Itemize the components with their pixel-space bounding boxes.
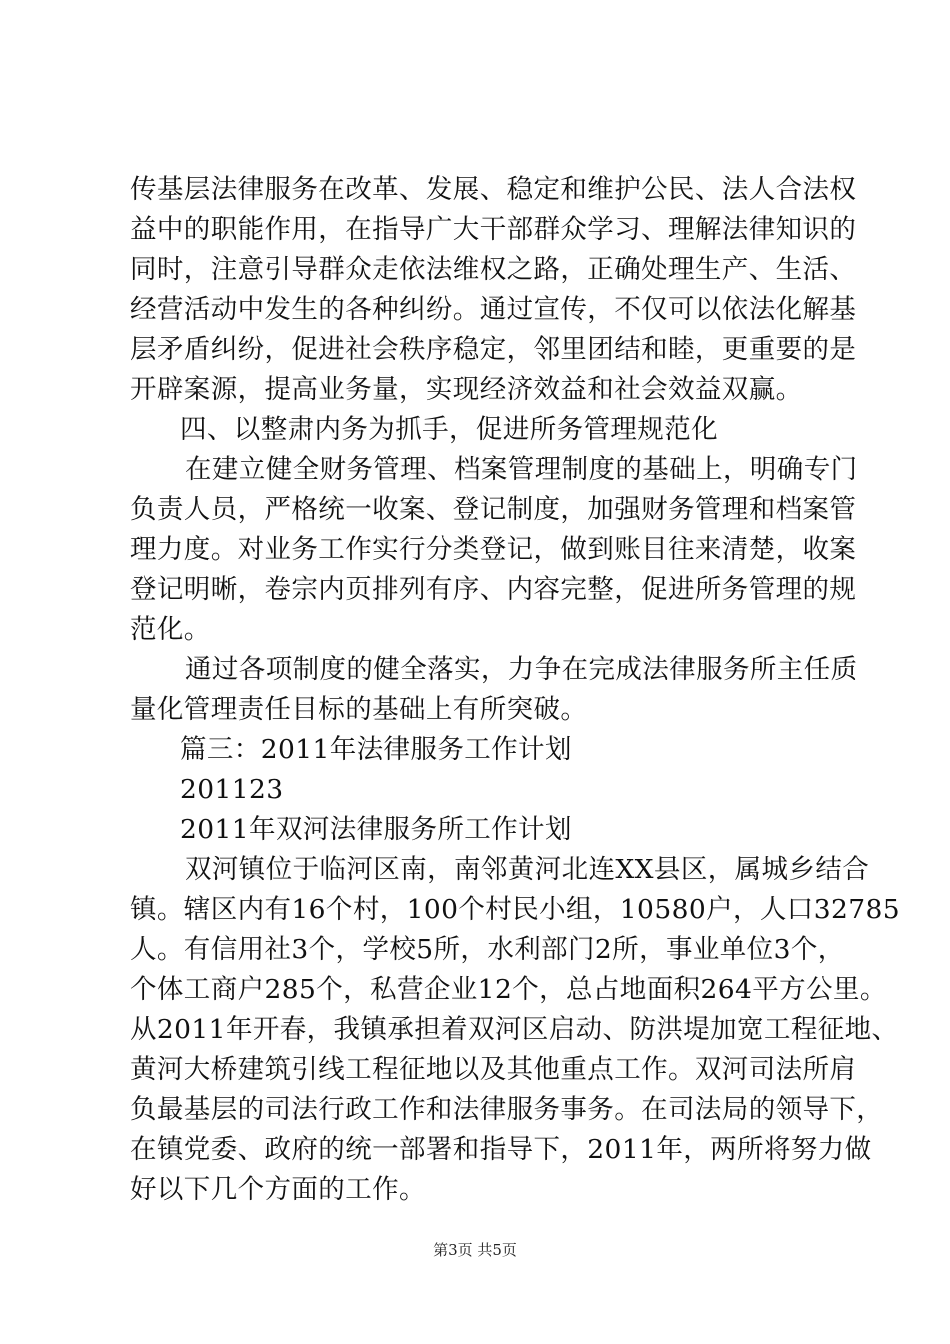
- text-line: 好以下几个方面的工作。: [130, 1174, 426, 1205]
- text-line: 登记明晰，卷宗内页排列有序、内容完整，促进所务管理的规: [130, 574, 857, 605]
- text-line: 益中的职能作用，在指导广大干部群众学习、理解法律知识的: [130, 214, 857, 245]
- text-line: 量化管理责任目标的基础上有所突破。: [130, 694, 588, 725]
- text-line: 在建立健全财务管理、档案管理制度的基础上，明确专门: [185, 454, 858, 485]
- text-line: 范化。: [130, 614, 211, 645]
- text-line: 开辟案源，提高业务量，实现经济效益和社会效益双赢。: [130, 374, 803, 405]
- date-line: 201123: [180, 774, 284, 805]
- page-number: 第3页 共5页: [433, 1241, 517, 1259]
- text-line: 在镇党委、政府的统一部署和指导下，2011年，两所将努力做: [130, 1134, 872, 1165]
- text-line: 人。有信用社3个，学校5所，水利部门2所，事业单位3个，: [130, 934, 845, 965]
- text-line: 双河镇位于临河区南，南邻黄河北连XX县区，属城乡结合: [185, 854, 870, 885]
- text-line: 个体工商户285个，私营企业12个，总占地面积264平方公里。: [130, 974, 887, 1005]
- text-line: 经营活动中发生的各种纠纷。通过宣传，不仅可以依法化解基: [130, 294, 857, 325]
- document-title: 2011年双河法律服务所工作计划: [180, 814, 572, 845]
- text-line: 镇。辖区内有16个村，100个村民小组，10580户，人口32785: [130, 894, 901, 925]
- text-line: 传基层法律服务在改革、发展、稳定和维护公民、法人合法权: [130, 174, 857, 205]
- text-line: 负责人员，严格统一收案、登记制度，加强财务管理和档案管: [130, 494, 857, 525]
- section-heading: 四、以整肃内务为抓手，促进所务管理规范化: [180, 414, 718, 445]
- text-line: 从2011年开春，我镇承担着双河区启动、防洪堤加宽工程征地、: [130, 1014, 899, 1045]
- text-line: 负最基层的司法行政工作和法律服务事务。在司法局的领导下，: [130, 1094, 884, 1125]
- text-line: 黄河大桥建筑引线工程征地以及其他重点工作。双河司法所肩: [130, 1054, 857, 1085]
- section-heading: 篇三：2011年法律服务工作计划: [180, 734, 572, 765]
- text-line: 同时，注意引导群众走依法维权之路，正确处理生产、生活、: [130, 254, 857, 285]
- text-line: 理力度。对业务工作实行分类登记，做到账目往来清楚，收案: [130, 534, 857, 565]
- text-line: 通过各项制度的健全落实，力争在完成法律服务所主任质: [185, 654, 858, 685]
- text-line: 层矛盾纠纷，促进社会秩序稳定，邻里团结和睦，更重要的是: [130, 334, 857, 365]
